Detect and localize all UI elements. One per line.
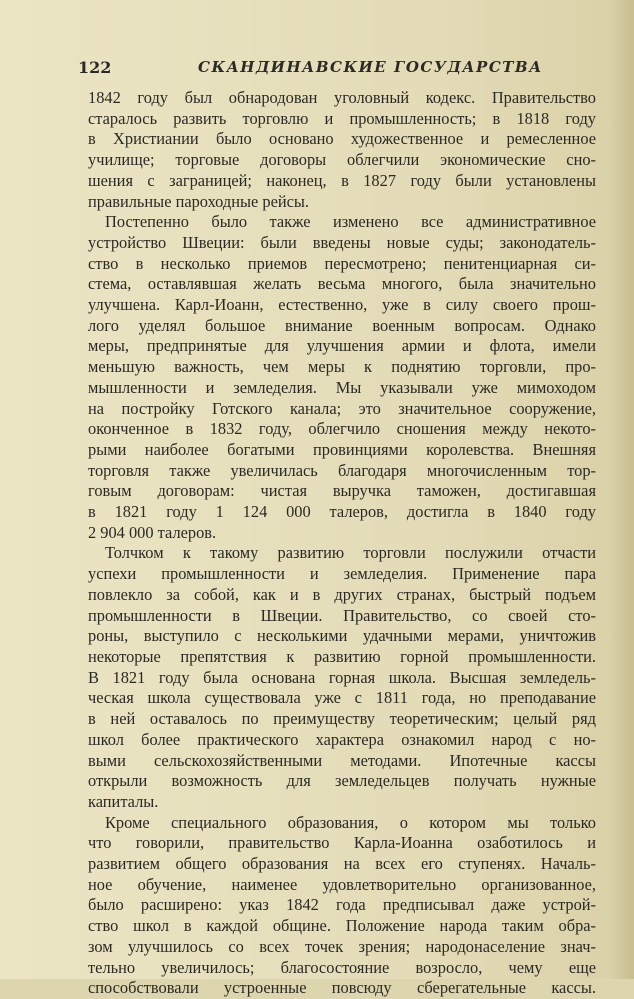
text-line: на постройку Готского канала; это значительное сооружение,: [88, 398, 596, 418]
page-number: 122: [78, 58, 112, 77]
paragraph: [88, 543, 596, 812]
text-line: роны, выступило с несколькими удачными мерами, уничтожив: [88, 626, 596, 646]
paragraph: [88, 212, 596, 543]
text-line: меры, предпринятые для улучшения армии и флота, имели: [88, 336, 596, 356]
text-line: развитием общего образования на всех его ступенях. Началь-: [88, 854, 596, 874]
text-line: училище; торговые договоры облегчили экономические сно-: [88, 150, 596, 170]
text-line: 2 904 000 талеров.: [88, 522, 217, 542]
paragraph: [88, 88, 596, 212]
text-line: в Христиании было основано художественное и ремесленное: [88, 129, 596, 149]
text-line: некоторые препятствия к развитию горной промышленности.: [88, 646, 596, 666]
text-line: меньшую важность, чем меры к поднятию торговли, про-: [88, 357, 596, 377]
text-line: капиталы.: [88, 791, 159, 811]
text-line: ное обучение, наименее удовлетворительно организованное,: [88, 874, 596, 894]
text-line: открыли возможность для земледельцев получать нужные: [88, 771, 596, 791]
text-line: в 1821 году 1 124 000 талеров, достигла в 1840 году: [88, 502, 596, 522]
text-line: ство школ в каждой общине. Положение народа таким обра-: [88, 916, 596, 936]
text-line: ческая школа существовала уже с 1811 года, но преподавание: [88, 688, 596, 708]
text-line: старалось развить торговлю и промышленность; в 1818 году: [88, 108, 596, 128]
text-line: успехи промышленности и земледелия. Применение пара: [88, 564, 596, 584]
text-line: улучшена. Карл-Иоанн, естественно, уже в силу своего прош-: [88, 295, 596, 315]
text-line: что говорили, правительство Карла-Иоанна озаботилось и: [88, 833, 596, 853]
text-line: повлекло за собой, как и в других странах, быстрый подъем: [88, 584, 596, 604]
paragraph: [88, 813, 596, 999]
text-line: промышленности в Швеции. Правительство, со своей сто-: [88, 605, 596, 625]
running-head: СКАНДИНАВСКИЕ ГОСУДАРСТВА: [198, 58, 543, 76]
page-edge-shadow: [610, 0, 634, 979]
text-line: способствовали устроенные повсюду сберегательные кассы.: [88, 978, 596, 998]
page-header: [78, 56, 598, 82]
text-line: в ней оставалось по преимуществу теоретическим; целый ряд: [88, 709, 596, 729]
text-line: школ более практического характера ознакомил народ с но-: [88, 729, 596, 749]
text-line: тельно увеличилось; благосостояние возросло, чему еще: [88, 957, 596, 977]
text-line: 1842 году был обнародован уголовный кодекс. Правительство: [88, 88, 596, 107]
text-line: зом улучшилось со всех точек зрения; народонаселение знач-: [88, 936, 596, 956]
text-line: было расширено: указ 1842 года предписывал даже устрой-: [88, 895, 596, 915]
text-line: мышленности и земледелия. Мы указывали уже мимоходом: [88, 377, 596, 397]
body-text: [88, 88, 596, 999]
text-line: лого уделял большое внимание военным вопросам. Однако: [88, 315, 596, 335]
text-line: устройство Швеции: были введены новые суды; законодатель-: [88, 232, 596, 252]
text-line: правильные пароходные рейсы.: [88, 191, 310, 211]
text-line: ство в несколько приемов пересмотрено; пенитенциарная си-: [88, 253, 596, 273]
text-line: Толчком к такому развитию торговли послужили отчасти: [105, 543, 596, 563]
text-line: шения с заграницей; наконец, в 1827 году были установлены: [88, 170, 596, 190]
text-line: стема, оставлявшая желать весьма многого, была значительно: [88, 274, 596, 294]
text-line: торговля также увеличилась благодаря многочисленным тор-: [88, 460, 596, 480]
text-line: Постепенно было также изменено все административное: [105, 212, 596, 232]
text-line: рыми наиболее богатыми провинциями королевства. Внешняя: [88, 439, 596, 459]
text-line: В 1821 году была основана горная школа. Высшая земледель-: [88, 667, 596, 687]
text-line: выми сельскохозяйственными методами. Ипотечные кассы: [88, 750, 596, 770]
text-line: Кроме специального образования, о котором мы только: [105, 812, 596, 832]
text-line: говым договорам: чистая выручка таможен, достигавшая: [88, 481, 596, 501]
text-line: оконченное в 1832 году, облегчило сношения между некото-: [88, 419, 596, 439]
